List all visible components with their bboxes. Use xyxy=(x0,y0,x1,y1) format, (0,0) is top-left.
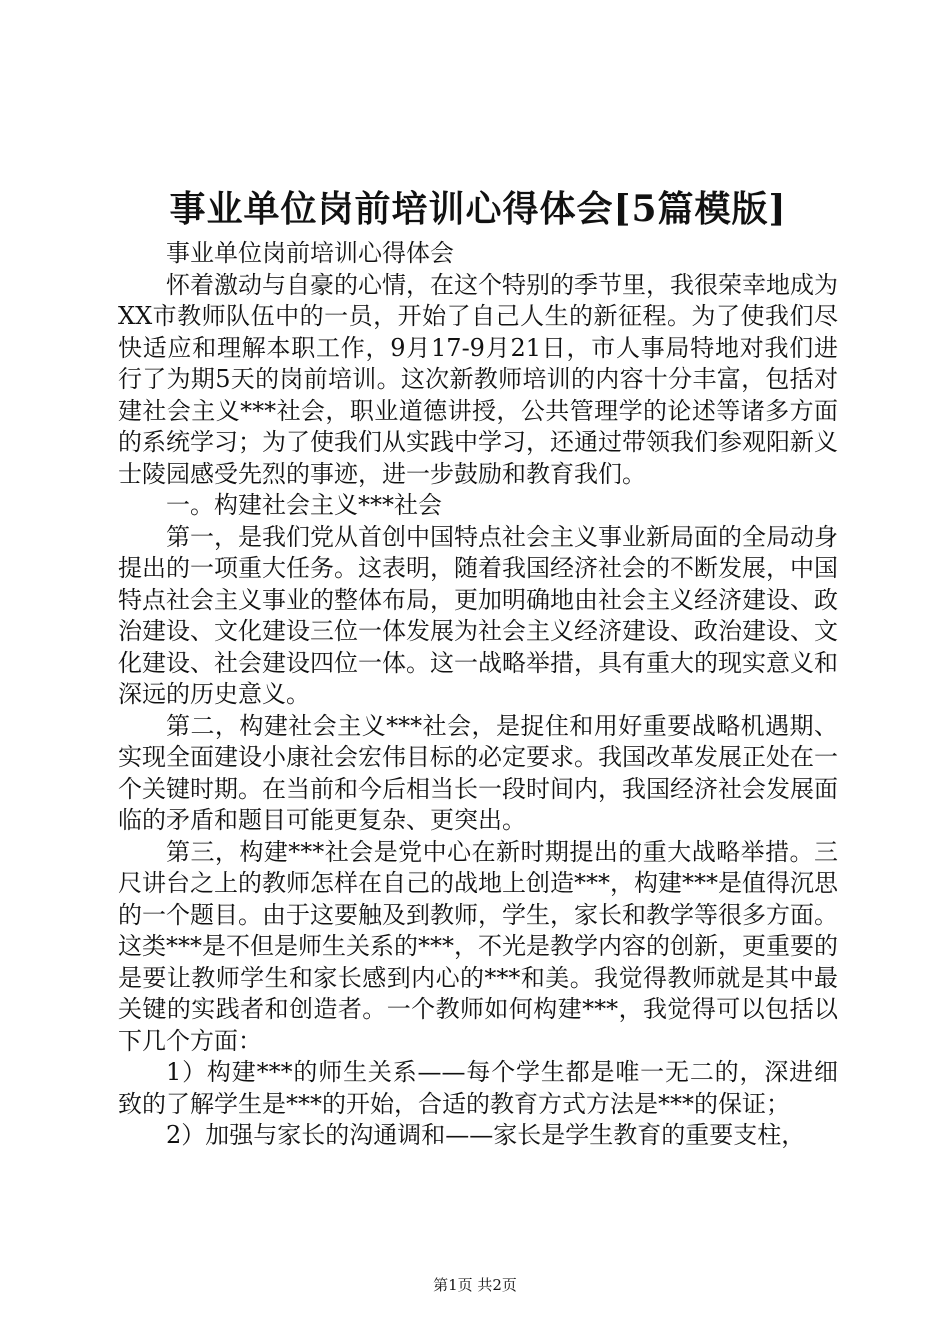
document-page xyxy=(118,0,838,1152)
paragraph-second: 第二，构建社会主义***社会，是捉住和用好重要战略机遇期、实现全面建设小康社会宏伟目标的必定要求。我国改革发展正处在一个关键时期。在当前和今后相当长一段时间内，我国经济社会发展面临的矛盾和题目可能更复杂、更突出。 xyxy=(118,711,838,834)
paragraph-intro: 怀着激动与自豪的心情，在这个特别的季节里，我很荣幸地成为XX市教师队伍中的一员，开始了自己人生的新征程。为了使我们尽快适应和理解本职工作，9月17-9月21日，市人事局特地对我们进行了为期5天的岗前培训。这次新教师培训的内容十分丰富，包括对建社会主义***社会，职业道德讲授，公共管理学的论述等诸多方面的系统学习；为了使我们从实践中学习，还通过带领我们参观阳新义士陵园感受先烈的事迹，进一步鼓励和教育我们。 xyxy=(118,270,838,488)
paragraph-third: 第三，构建***社会是党中心在新时期提出的重大战略举措。三尺讲台之上的教师怎样在自己的战地上创造***，构建***是值得沉思的一个题目。由于这要触及到教师，学生，家长和教学等很多方面。这类***是不但是师生关系的***，不光是教学内容的创新，更重要的是要让教师学生和家长感到内心的***和美。我觉得教师就是其中最关键的实践者和创造者。一个教师如何构建***，我觉得可以包括以下几个方面： xyxy=(118,837,838,1055)
section-heading: 一。构建社会主义***社会 xyxy=(166,491,442,519)
list-item-2: 2）加强与家长的沟通调和——家长是学生教育的重要支柱， xyxy=(166,1121,806,1149)
paragraph-first: 第一，是我们党从首创中国特点社会主义事业新局面的全局动身提出的一项重大任务。这表明，随着我国经济社会的不断发展，中国特点社会主义事业的整体布局，更加明确地由社会主义经济建设、政治建设、文化建设三位一体发展为社会主义经济建设、政治建设、文化建设、社会建设四位一体。这一战略举措，具有重大的现实意义和深远的历史意义。 xyxy=(118,522,838,708)
document-body xyxy=(118,238,838,1152)
page-footer: 第1页 共2页 xyxy=(433,1276,517,1294)
document-title: 事业单位岗前培训心得体会[5篇模版] xyxy=(169,188,787,230)
list-item-1: 1）构建***的师生关系——每个学生都是唯一无二的，深进细致的了解学生是***的开始，合适的教育方式方法是***的保证； xyxy=(118,1058,838,1118)
paragraph-subtitle: 事业单位岗前培训心得体会 xyxy=(166,239,454,267)
